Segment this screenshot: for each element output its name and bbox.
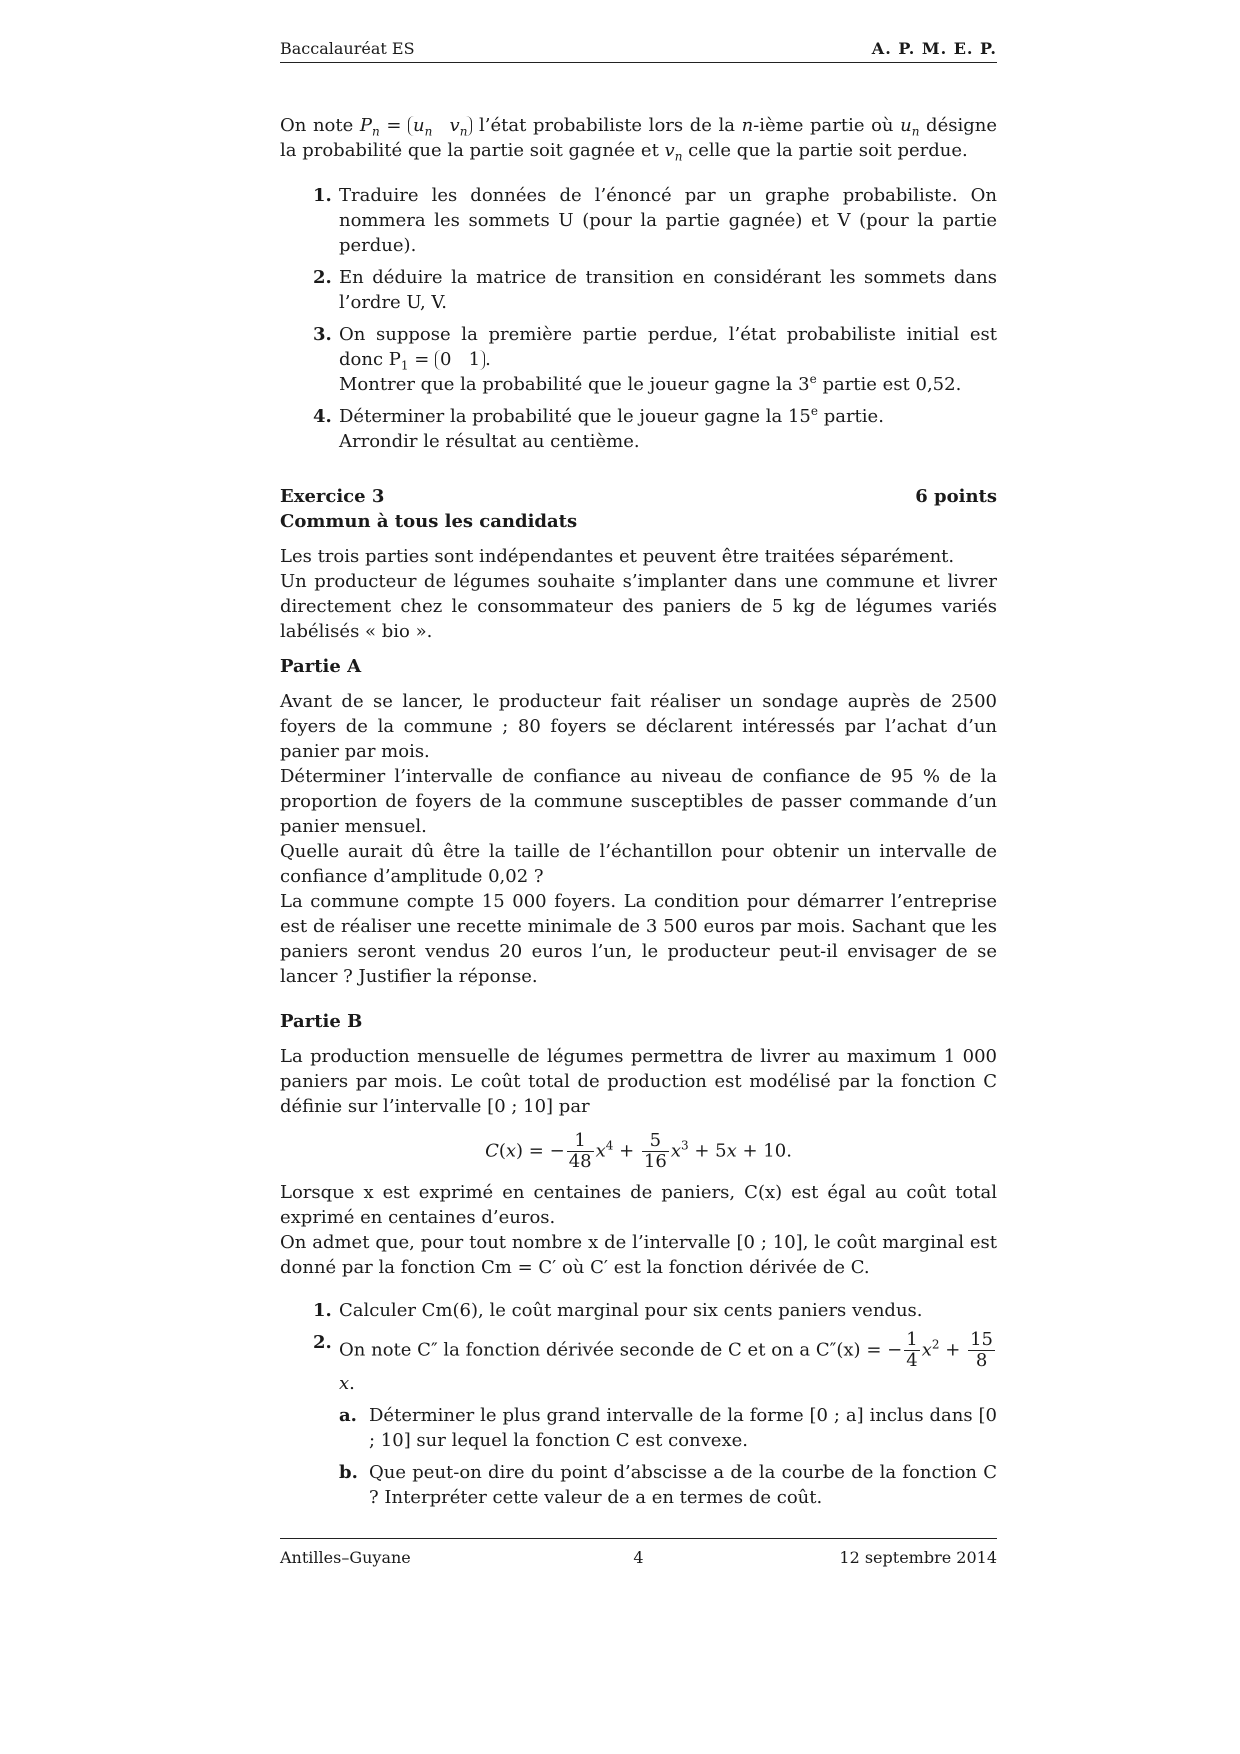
question-item — [280, 265, 997, 315]
question-text: On note C″ la fonction dérivée seconde de C et on a C″(x) = — [339, 1339, 888, 1361]
exercise2-questions — [280, 183, 997, 454]
exercise3-intro-1: Les trois parties sont indépendantes et peuvent être traitées séparément. — [280, 546, 955, 567]
partB-paragraph-2: Lorsque x est exprimé en centaines de paniers, C(x) est égal au coût total exprimé en centaines d’euros. — [280, 1182, 997, 1228]
subquestion-label: a. — [339, 1405, 357, 1426]
question-item — [280, 183, 997, 258]
question-subitem — [339, 1460, 997, 1510]
question-item: 4. Déterminer la probabilité que le joueur gagne la 15e partie. Arrondir le résultat au centième. — [313, 404, 884, 452]
cost-function-formula: C(x) = − $\frac{1}{48}$ $x^4$ + $\frac{5}{16}$ $x^3 + 5x + 10$. — [485, 1130, 792, 1172]
subquestion-text: Que peut-on dire du point d’abscisse a de la courbe de la fonction C ? Interpréter cette valeur de a en termes de coût. — [369, 1462, 997, 1508]
subquestion-text: Déterminer le plus grand intervalle de la forme [0 ; a] inclus dans [0 ; 10] sur lequel la fonction C est convexe. — [369, 1405, 997, 1451]
intro-text-3: -ième partie où — [753, 115, 901, 136]
partB-title: Partie B — [280, 1011, 363, 1032]
question-text: Traduire les données de l’énoncé par un graphe probabiliste. On nommera les sommets U (pour la partie gagnée) et V (pour la partie perdue). — [339, 185, 997, 256]
exercise3-heading — [280, 484, 997, 509]
partB-paragraph-1: La production mensuelle de légumes permettra de livrer au maximum 1 000 paniers par mois. Le coût total de production est modélisé par la fonction C définie sur l’intervalle [0 ; 10] par — [280, 1046, 997, 1117]
question-text: Montrer que la probabilité que le joueur gagne la 3 — [339, 374, 810, 395]
question-text: On suppose la première partie perdue, l’état probabiliste initial est donc P — [339, 324, 997, 370]
header-left: Baccalauréat ES — [280, 39, 415, 58]
partA-paragraph-4: La commune compte 15 000 foyers. La condition pour démarrer l’entreprise est de réaliser une recette minimale de 3 500 euros par mois. Sachant que les paniers seront vendus 20 euros l’un, le producteur peut-il envisager de se lancer ? Justifier la réponse. — [280, 891, 997, 987]
question-number: 1. — [313, 1300, 332, 1321]
subquestion-label: b. — [339, 1462, 358, 1483]
header-right: A. P. M. E. P. — [871, 39, 997, 58]
exercise3-points: 6 points — [915, 486, 997, 507]
footer-date: 12 septembre 2014 — [839, 1548, 997, 1567]
intro-text-4: désigne la probabilité que la partie soit gagnée et — [280, 115, 997, 161]
question-number: 2. — [313, 267, 332, 288]
partB-questions — [280, 1298, 997, 1510]
question-subitem — [339, 1403, 997, 1453]
question-item — [280, 1298, 997, 1323]
page-content — [280, 113, 997, 1517]
partA-paragraph-2: Déterminer l’intervalle de confiance au niveau de confiance de 95 % de la proportion de foyers de la commune susceptibles de passer commande d’un panier mensuel. — [280, 766, 997, 837]
question-text: Arrondir le résultat au centième. — [339, 431, 640, 452]
question-number: 3. — [313, 324, 332, 345]
intro-text-5: celle que la partie soit perdue. — [682, 140, 968, 161]
question-text: En déduire la matrice de transition en considérant les sommets dans l’ordre U, V. — [339, 267, 997, 313]
partA-paragraph-1: Avant de se lancer, le producteur fait réaliser un sondage auprès de 2500 foyers de la commune ; 80 foyers se déclarent intéressés par l’achat d’un panier par mois. — [280, 691, 997, 762]
exercise3-intro-2: Un producteur de légumes souhaite s’implanter dans une commune et livrer directement chez le consommateur des paniers de 5 kg de légumes variés labélisés « bio ». — [280, 571, 997, 642]
footer-left: Antilles–Guyane — [280, 1548, 411, 1567]
question-text: Déterminer la probabilité que le joueur gagne la 15 — [339, 406, 811, 427]
question-number: 1. — [313, 185, 332, 206]
exercise3-title: Exercice 3 — [280, 486, 385, 507]
intro-paragraph: On note $P_n = u_n$ $v_n$ l’état probabiliste lors de la n-ième partie où $u_n$ désigne la probabilité que la partie soit gagnée et $v_n$ celle que la partie soit perdue. — [280, 115, 997, 164]
exercise3-subtitle: Commun à tous les candidats — [280, 511, 578, 532]
page-footer — [280, 1538, 997, 1569]
question-item: 2. On note C″ la fonction dérivée seconde de C et on a C″(x) = − $\frac{1}{4}$ $x^2$ + $\frac{15}{8}$ x. a. Déterminer le plus grand intervalle de la forme [0 ; a] inclus dans [0 ; 10] sur lequel la fonction C est convexe. b. Que peut-on dire du point d’abscisse a de la courbe de la fonction C ? Interpréter cette valeur de a en termes de coût. — [313, 1329, 997, 1508]
question-item: 3. On suppose la première partie perdue, l’état probabiliste initial est donc $P_1 = 0$ 1 . Montrer que la probabilité que le joueur gagne la 3e partie est 0,52. — [313, 324, 997, 395]
question-text: partie est 0,52. — [816, 374, 962, 395]
question-number: 2. — [313, 1332, 332, 1353]
intro-text-1: On note — [280, 115, 360, 136]
page-number: 4 — [633, 1548, 644, 1567]
question-text: partie. — [817, 406, 884, 427]
question-text: Calculer Cm(6), le coût marginal pour six cents paniers vendus. — [339, 1300, 923, 1321]
intro-text-2: l’état probabiliste lors de la — [472, 115, 742, 136]
question-subitems — [339, 1403, 997, 1510]
partA-paragraph-3: Quelle aurait dû être la taille de l’échantillon pour obtenir un intervalle de confiance d’amplitude 0,02 ? — [280, 841, 997, 887]
question-number: 4. — [313, 406, 332, 427]
partB-paragraph-3: On admet que, pour tout nombre x de l’intervalle [0 ; 10], le coût marginal est donné par la fonction Cm = C′ où C′ est la fonction dérivée de C. — [280, 1232, 997, 1278]
page-header — [280, 36, 997, 63]
partA-title: Partie A — [280, 656, 362, 677]
